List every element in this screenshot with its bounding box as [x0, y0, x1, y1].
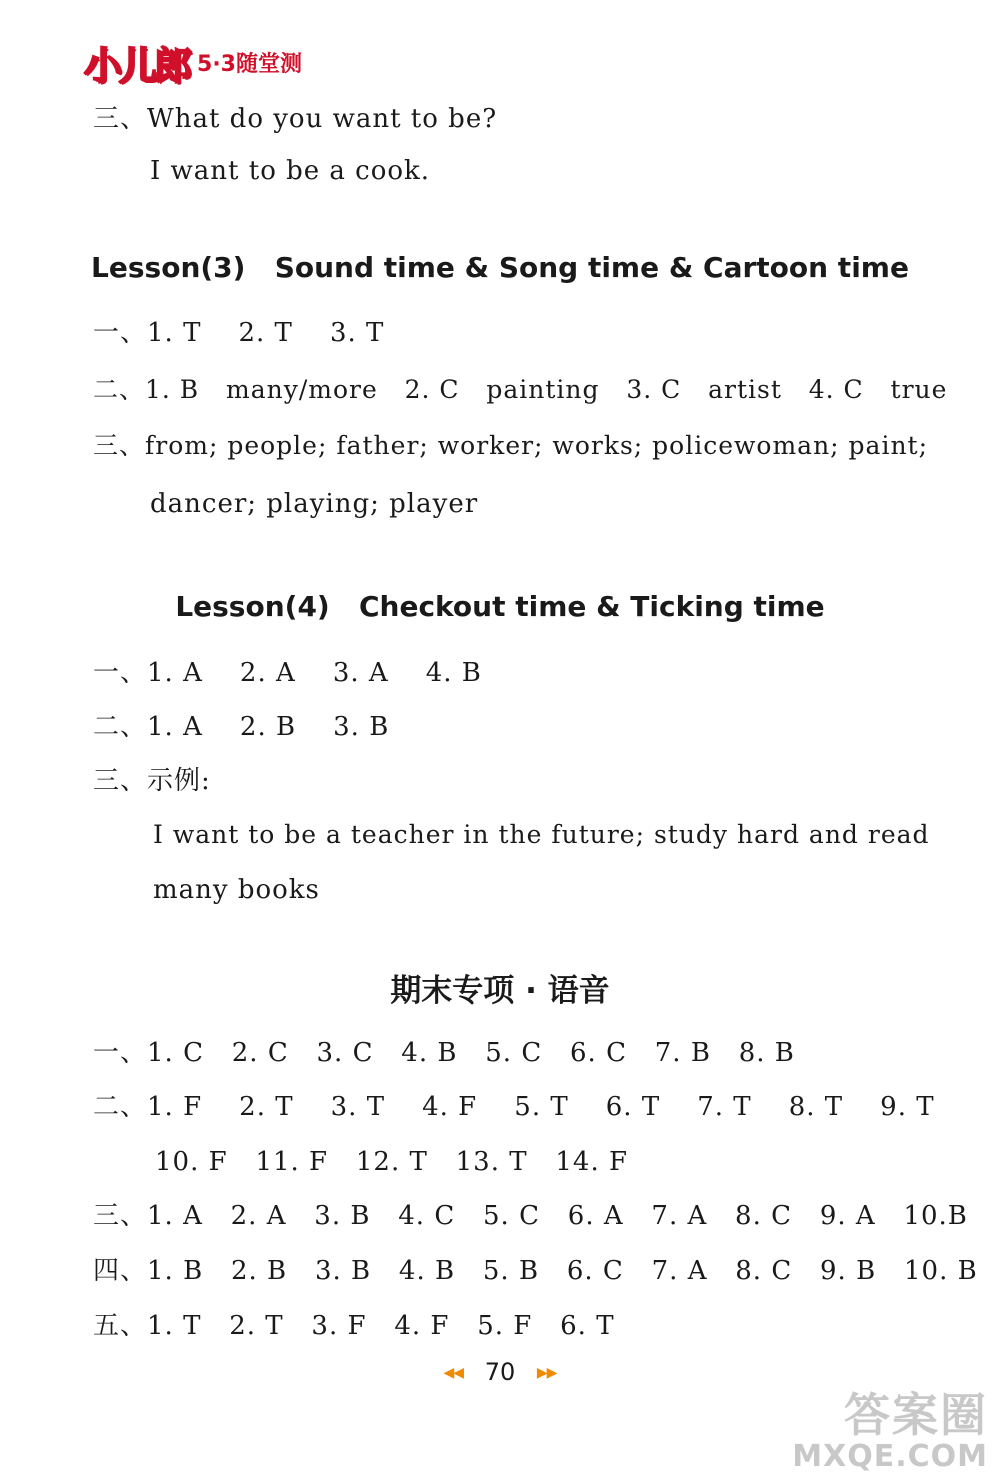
answer-line: 10. F 11. F 12. T 13. T 14. F: [155, 1147, 629, 1177]
answer-line: 二、1. F 2. T 3. T 4. F 5. T 6. T 7. T 8. T 9. T: [93, 1092, 935, 1122]
answer-line: 一、1. T 2. T 3. T: [93, 318, 385, 348]
logo-series-text: 5·3随堂测: [197, 51, 302, 77]
next-page-arrow-icon: ▶▶: [536, 1365, 557, 1381]
answer-line: dancer; playing; player: [150, 489, 479, 519]
answer-line: I want to be a teacher in the future; study hard and read: [153, 820, 930, 849]
answer-line: many books: [153, 875, 320, 905]
section-heading-lesson4: Lesson(4) Checkout time & Ticking time: [175, 590, 825, 623]
answer-line: 二、1. A 2. B 3. B: [93, 712, 390, 742]
watermark-url: MXQE.COM: [792, 1439, 988, 1474]
section-heading-lesson3: Lesson(3) Sound time & Song time & Cartoon time: [91, 251, 909, 284]
section-heading-final-phonics: 期末专项 · 语音: [390, 973, 610, 1009]
page-number: 70: [484, 1358, 516, 1386]
watermark: [792, 1388, 988, 1474]
publisher-logo: [84, 40, 302, 88]
prev-page-arrow-icon: ◀◀: [443, 1365, 464, 1381]
answer-line: 一、1. C 2. C 3. C 4. B 5. C 6. C 7. B 8. B: [93, 1038, 795, 1068]
answer-line: 三、示例:: [93, 766, 211, 796]
answer-line: 五、1. T 2. T 3. F 4. F 5. F 6. T: [93, 1311, 615, 1341]
answer-line: 一、1. A 2. A 3. A 4. B: [93, 658, 482, 688]
watermark-logo-text: 答案圈: [844, 1388, 988, 1442]
answer-line: 三、1. A 2. A 3. B 4. C 5. C 6. A 7. A 8. C 9. A 10.B: [93, 1201, 968, 1231]
answer-line: 三、from; people; father; worker; works; policewoman; paint;: [93, 431, 929, 460]
answer-line: 二、1. B many/more 2. C painting 3. C artist 4. C true: [93, 375, 948, 404]
answer-line: 三、What do you want to be?: [93, 104, 498, 134]
logo-brand-text: 小儿郎: [84, 43, 190, 88]
answer-line: I want to be a cook.: [150, 156, 431, 186]
answer-line: 四、1. B 2. B 3. B 4. B 5. B 6. C 7. A 8. C 9. B 10. B: [93, 1256, 978, 1286]
page-footer: [0, 1358, 1000, 1386]
